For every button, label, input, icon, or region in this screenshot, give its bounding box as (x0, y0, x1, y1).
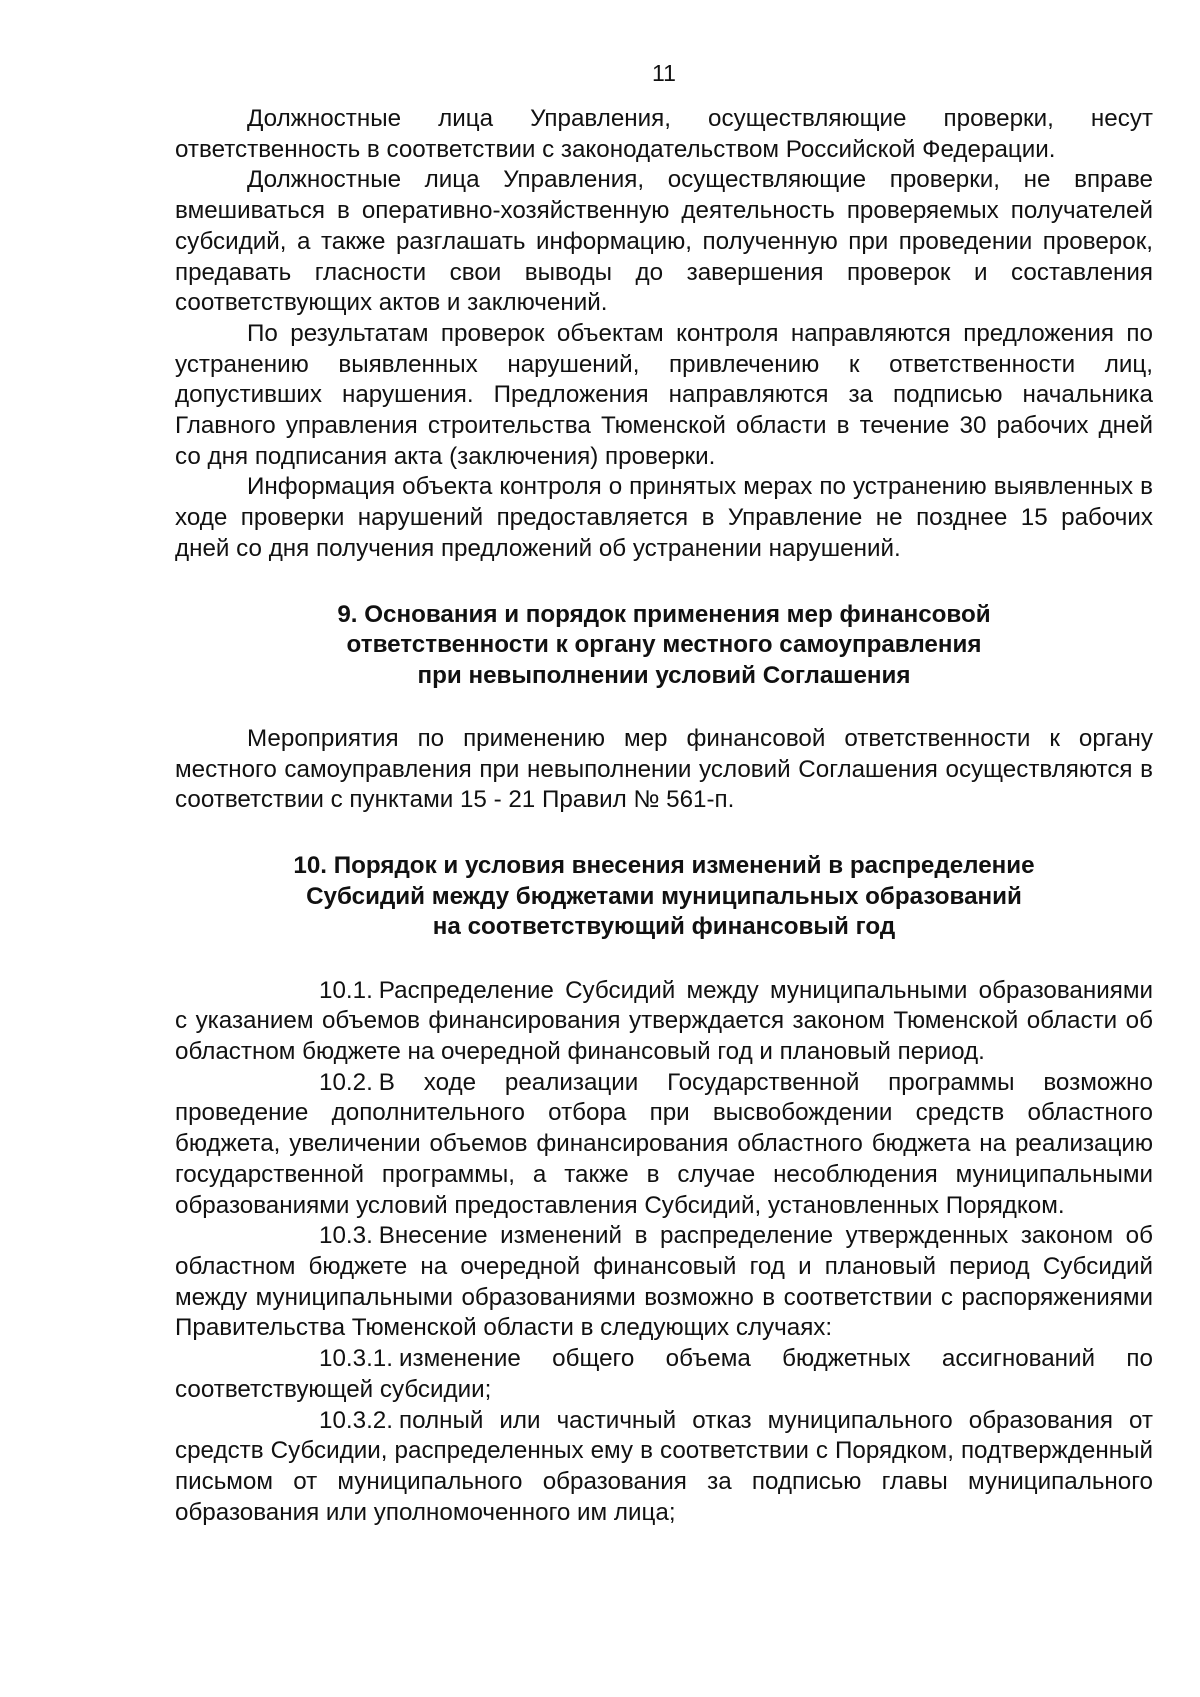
page-number: 11 (652, 60, 676, 86)
section-9-heading-line-2: ответственности к органу местного самоуправления (346, 631, 982, 659)
clause-text: полный или частичный отказ муниципального образования от средств Субсидии, распределенных ему в соответствии с Порядком, подтвержденный письмом от муниципального образования за подписью главы муниципального образования или уполномоченного им лица; (175, 1406, 1153, 1526)
clause-text: Внесение изменений в распределение утвержденных законом об областном бюджете на очередной финансовый год и плановый период Субсидий между муниципальными образованиями возможно в соответствии с распоряжениями Правительства Тюменской области в следующих случаях: (175, 1222, 1153, 1342)
section-10-heading (175, 851, 1153, 943)
section-10-heading-line-1: 10. Порядок и условия внесения изменений в распределение (293, 852, 1035, 880)
section-9-heading (175, 600, 1153, 692)
clause-number: 10.3.2. (319, 1406, 393, 1434)
document-page (175, 58, 1153, 1528)
section-10-heading-line-3: на соответствующий финансовый год (432, 913, 896, 941)
clause-10-3 (175, 1221, 1153, 1344)
clause-number: 10.1. (319, 976, 373, 1004)
clause-10-3-1 (175, 1344, 1153, 1405)
paragraph-officials-restrictions: Должностные лица Управления, осуществляющие проверки, не вправе вмешиваться в оперативно-хозяйственную деятельность проверяемых получателей субсидий, а также разглашать информацию, полученную при проведении проверок, предавать гласности свои выводы до завершения проверок и составления соответствующих актов и заключений. (175, 166, 1153, 317)
clause-number: 10.3.1. (319, 1345, 393, 1373)
clause-text: Распределение Субсидий между муниципальными образованиями с указанием объемов финансирования утверждается законом Тюменской области об областном бюджете на очередной финансовый год и плановый период. (175, 976, 1153, 1066)
clause-text: В ходе реализации Государственной программы возможно проведение дополнительного отбора при высвобождении средств областного бюджета, увеличении объемов финансирования областного бюджета на реализацию государственной программы, а также в случае несоблюдения муниципальными образованиями условий предоставления Субсидий, установленных Порядком. (175, 1068, 1153, 1219)
clause-10-2 (175, 1068, 1153, 1222)
paragraph-control-object-information: Информация объекта контроля о принятых мерах по устранению выявленных в ходе проверки нарушений предоставляется в Управление не позднее 15 рабочих дней со дня получения предложений об устранении нарушений. (175, 473, 1153, 562)
clause-text: изменение общего объема бюджетных ассигнований по соответствующей субсидии; (175, 1345, 1153, 1403)
paragraph-officials-responsibility: Должностные лица Управления, осуществляющие проверки, несут ответственность в соответствии с законодательством Российской Федерации. (175, 105, 1153, 163)
clause-10-3-2 (175, 1406, 1153, 1529)
section-9-heading-line-1: 9. Основания и порядок применения мер финансовой (337, 600, 991, 628)
section-9-heading-line-3: при невыполнении условий Соглашения (417, 661, 911, 689)
clause-number: 10.3. (319, 1222, 373, 1250)
clause-10-1 (175, 976, 1153, 1068)
clause-number: 10.2. (319, 1068, 373, 1096)
paragraph-inspection-results: По результатам проверок объектам контроля направляются предложения по устранению выявленных нарушений, привлечению к ответственности лиц, допустивших нарушения. Предложения направляются за подписью начальника Главного управления строительства Тюменской области в течение 30 рабочих дней со дня подписания акта (заключения) проверки. (175, 319, 1153, 470)
section-9-paragraph: Мероприятия по применению мер финансовой ответственности к органу местного самоуправления при невыполнении условий Соглашения осуществляются в соответствии с пунктами 15 - 21 Правил № 561-п. (175, 725, 1153, 814)
section-10-heading-line-2: Субсидий между бюджетами муниципальных образований (306, 882, 1022, 910)
